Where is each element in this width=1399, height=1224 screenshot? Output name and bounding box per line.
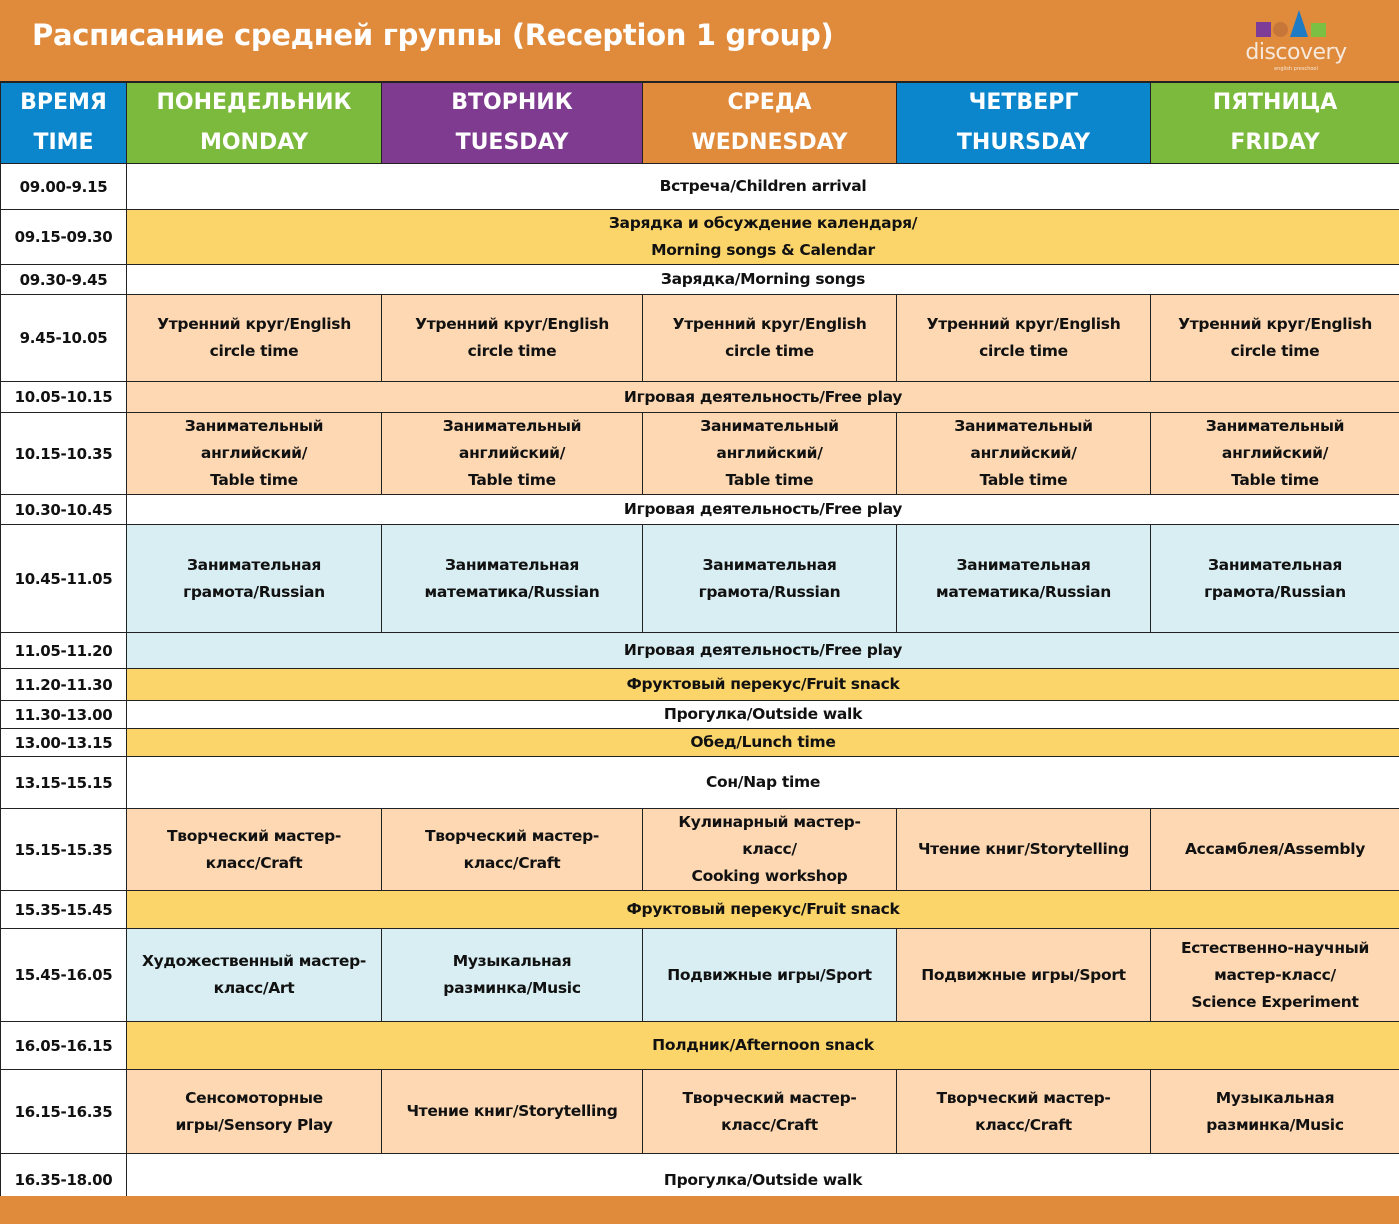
activity-line: английский/: [716, 444, 823, 462]
time-slot: 9.45-10.05: [1, 295, 127, 382]
logo-shapes-icon: [1256, 14, 1336, 38]
day-activity: [1151, 295, 1399, 382]
all-days-activity: [127, 633, 1399, 669]
activity-line: circle time: [467, 342, 557, 360]
day-activity: [897, 295, 1151, 382]
activity-line: Прогулка/Outside walk: [663, 705, 863, 723]
day-activity: [382, 295, 643, 382]
activity-line: Занимательный: [954, 417, 1093, 435]
all-days-activity: [127, 669, 1399, 701]
day-activity: [127, 929, 382, 1022]
activity-line: Занимательная: [1207, 555, 1343, 574]
activity-line: Ассамблея/Assembly: [1184, 840, 1366, 858]
time-slot: 16.15-16.35: [1, 1070, 127, 1154]
time-slot: 11.20-11.30: [1, 669, 127, 701]
activity-line: Фруктовый перекус/Fruit snack: [626, 675, 900, 693]
day-column-header: [127, 83, 382, 164]
activity-line: Занимательный: [442, 417, 582, 435]
day-activity: [127, 295, 382, 382]
activity-line: Занимательная: [956, 555, 1091, 574]
activity-line: Занимательная: [702, 555, 837, 574]
day-activity: [643, 525, 897, 633]
day-activity: [127, 1070, 382, 1154]
activity-line: circle time: [725, 342, 814, 360]
day-activity: [643, 413, 897, 495]
day-activity: [1151, 929, 1399, 1022]
activity-line: Morning songs & Calendar: [651, 241, 875, 259]
schedule-row: [1, 495, 1399, 525]
activity-line: грамота/Russian: [183, 582, 325, 601]
activity-line: грамота/Russian: [1204, 582, 1346, 601]
day-activity: [382, 929, 643, 1022]
activity-line: Творческий мастер-: [166, 826, 342, 845]
schedule-row: [1, 757, 1399, 809]
header-en-label: WEDNESDAY: [691, 130, 848, 155]
activity-line: класс/Craft: [721, 1115, 818, 1134]
blue-triangle-icon: [1290, 10, 1308, 37]
activity-line: класс/Craft: [975, 1115, 1072, 1134]
schedule-row: [1, 729, 1399, 757]
activity-line: Полдник/Afternoon snack: [652, 1036, 874, 1054]
all-days-activity: [127, 265, 1399, 295]
day-activity: [127, 809, 382, 891]
all-days-activity: [127, 495, 1399, 525]
time-slot: 09.00-9.15: [1, 164, 127, 210]
day-column-header: [897, 83, 1151, 164]
header-en-label: TIME: [33, 130, 94, 155]
activity-line: Обед/Lunch time: [690, 733, 836, 751]
activity-line: Творческий мастер-: [682, 1088, 857, 1107]
activity-line: класс/Craft: [205, 853, 303, 872]
activity-line: Зарядка/Morning songs: [660, 270, 866, 288]
activity-line: Чтение книг/Storytelling: [917, 840, 1130, 858]
time-slot: 11.05-11.20: [1, 633, 127, 669]
footer-bar: [0, 1196, 1399, 1224]
schedule-row: [1, 210, 1399, 265]
activity-line: Cooking workshop: [691, 867, 848, 885]
day-activity: [643, 809, 897, 891]
header-ru-label: ВРЕМЯ: [20, 90, 107, 115]
activity-line: английский/: [1221, 444, 1329, 462]
schedule-row: [1, 1070, 1399, 1154]
time-slot: 15.15-15.35: [1, 809, 127, 891]
title-bar: [0, 0, 1399, 82]
day-activity: [643, 295, 897, 382]
day-activity: [382, 809, 643, 891]
activity-line: Science Experiment: [1191, 992, 1359, 1011]
activity-line: Подвижные игры/Sport: [921, 965, 1126, 984]
activity-line: английский/: [970, 444, 1077, 462]
activity-line: английский/: [458, 444, 566, 462]
time-slot: 15.35-15.45: [1, 891, 127, 929]
day-column-header: [643, 83, 897, 164]
schedule-row: [1, 525, 1399, 633]
schedule-row: [1, 633, 1399, 669]
day-activity: [897, 525, 1151, 633]
activity-line: Зарядка и обсуждение календаря/: [608, 214, 918, 232]
day-header-row: [1, 83, 1399, 164]
activity-line: Творческий мастер-: [936, 1088, 1111, 1107]
day-activity: [897, 929, 1151, 1022]
day-activity: [643, 1070, 897, 1154]
header-en-label: TUESDAY: [455, 130, 569, 155]
time-slot: 16.35-18.00: [1, 1154, 127, 1207]
activity-line: класс/Art: [213, 979, 295, 997]
schedule-row: [1, 809, 1399, 891]
day-activity: [1151, 1070, 1399, 1154]
activity-line: Утренний круг/English: [415, 315, 609, 333]
day-column-header: [1151, 83, 1399, 164]
day-activity: [1151, 525, 1399, 633]
activity-line: Фруктовый перекус/Fruit snack: [626, 900, 900, 918]
schedule-row: [1, 164, 1399, 210]
time-slot: 09.30-9.45: [1, 265, 127, 295]
day-activity: [382, 525, 643, 633]
time-slot: 15.45-16.05: [1, 929, 127, 1022]
activity-line: Чтение книг/Storytelling: [406, 1102, 618, 1120]
activity-line: Утренний круг/English: [672, 315, 867, 333]
activity-line: математика/Russian: [424, 582, 600, 601]
time-slot: 13.15-15.15: [1, 757, 127, 809]
all-days-activity: [127, 1022, 1399, 1070]
activity-line: разминка/Music: [1206, 1115, 1344, 1134]
activity-line: Занимательный: [1205, 417, 1345, 435]
activity-line: Утренний круг/English: [926, 315, 1121, 333]
all-days-activity: [127, 164, 1399, 210]
activity-line: Утренний круг/English: [1178, 315, 1372, 333]
activity-line: circle time: [209, 342, 299, 360]
activity-line: класс/: [742, 840, 797, 858]
day-activity: [897, 1070, 1151, 1154]
day-activity: [127, 525, 382, 633]
activity-line: класс/Craft: [463, 853, 561, 872]
header-ru-label: СРЕДА: [727, 90, 812, 115]
all-days-activity: [127, 210, 1399, 265]
activity-line: circle time: [979, 342, 1068, 360]
activity-line: Подвижные игры/Sport: [667, 965, 872, 984]
schedule-row: [1, 382, 1399, 413]
activity-line: английский/: [200, 444, 308, 462]
day-column-header: [382, 83, 643, 164]
time-slot: 10.05-10.15: [1, 382, 127, 413]
activity-line: Игровая деятельность/Free play: [623, 500, 903, 518]
time-slot: 10.45-11.05: [1, 525, 127, 633]
time-slot: 13.00-13.15: [1, 729, 127, 757]
activity-line: Игровая деятельность/Free play: [623, 641, 903, 659]
day-activity: [382, 413, 643, 495]
header-en-label: MONDAY: [199, 130, 309, 155]
purple-square-icon: [1256, 22, 1271, 37]
header-ru-label: ПОНЕДЕЛЬНИК: [156, 90, 352, 115]
day-activity: [643, 929, 897, 1022]
activity-line: Занимательная: [444, 555, 580, 574]
day-activity: [1151, 413, 1399, 495]
activity-line: Table time: [979, 471, 1068, 489]
time-slot: 16.05-16.15: [1, 1022, 127, 1070]
activity-line: Сон/Nap time: [705, 773, 821, 791]
discovery-logo: [1238, 8, 1354, 76]
activity-line: Table time: [468, 471, 556, 489]
green-square-icon: [1311, 23, 1326, 37]
activity-line: Художественный мастер-: [141, 952, 367, 970]
day-activity: [382, 1070, 643, 1154]
schedule-row: [1, 929, 1399, 1022]
time-slot: 11.30-13.00: [1, 701, 127, 729]
time-slot: 10.15-10.35: [1, 413, 127, 495]
schedule-row: [1, 295, 1399, 382]
time-slot: 10.30-10.45: [1, 495, 127, 525]
day-activity: [1151, 809, 1399, 891]
activity-line: Встреча/Children arrival: [659, 177, 867, 195]
activity-line: Естественно-научный: [1180, 938, 1370, 957]
activity-line: circle time: [1230, 342, 1320, 360]
schedule-row: [1, 891, 1399, 929]
header-en-label: FRIDAY: [1230, 130, 1320, 155]
logo-subtitle: english preschool: [1274, 66, 1318, 72]
activity-line: Музыкальная: [1215, 1088, 1335, 1107]
activity-line: Игровая деятельность/Free play: [623, 387, 903, 406]
schedule-row: [1, 669, 1399, 701]
all-days-activity: [127, 757, 1399, 809]
activity-line: мастер-класс/: [1214, 965, 1336, 984]
activity-line: Table time: [1231, 471, 1319, 489]
time-column-header: [1, 83, 127, 164]
activity-line: Утренний круг/English: [157, 315, 351, 333]
schedule-row: [1, 413, 1399, 495]
all-days-activity: [127, 382, 1399, 413]
header-ru-label: ЧЕТВЕРГ: [968, 90, 1079, 115]
activity-line: Занимательный: [184, 417, 324, 435]
schedule-row: [1, 701, 1399, 729]
header-ru-label: ВТОРНИК: [451, 90, 573, 115]
activity-line: грамота/Russian: [698, 582, 841, 601]
activity-line: игры/Sensory Play: [175, 1115, 333, 1134]
activity-line: Занимательная: [186, 555, 322, 574]
schedule-row: [1, 265, 1399, 295]
activity-line: Занимательный: [700, 417, 839, 435]
day-activity: [897, 413, 1151, 495]
page-title: Расписание средней группы (Reception 1 group): [32, 18, 834, 52]
all-days-activity: [127, 701, 1399, 729]
activity-line: Table time: [210, 471, 298, 489]
schedule-table: [0, 82, 1399, 1207]
logo-brand-text: discovery: [1245, 40, 1347, 65]
activity-line: Музыкальная: [452, 952, 572, 970]
header-ru-label: ПЯТНИЦА: [1212, 90, 1338, 115]
activity-line: математика/Russian: [935, 582, 1112, 601]
activity-line: Table time: [725, 471, 814, 489]
orange-circle-icon: [1273, 22, 1288, 37]
activity-line: разминка/Music: [443, 979, 581, 997]
header-en-label: THURSDAY: [956, 130, 1091, 155]
day-activity: [897, 809, 1151, 891]
day-activity: [127, 413, 382, 495]
time-slot: 09.15-09.30: [1, 210, 127, 265]
all-days-activity: [127, 729, 1399, 757]
schedule-row: [1, 1022, 1399, 1070]
activity-line: Сенсомоторные: [185, 1088, 323, 1107]
all-days-activity: [127, 891, 1399, 929]
activity-line: Прогулка/Outside walk: [663, 1170, 863, 1189]
activity-line: Кулинарный мастер-: [678, 813, 861, 831]
activity-line: Творческий мастер-: [424, 826, 600, 845]
